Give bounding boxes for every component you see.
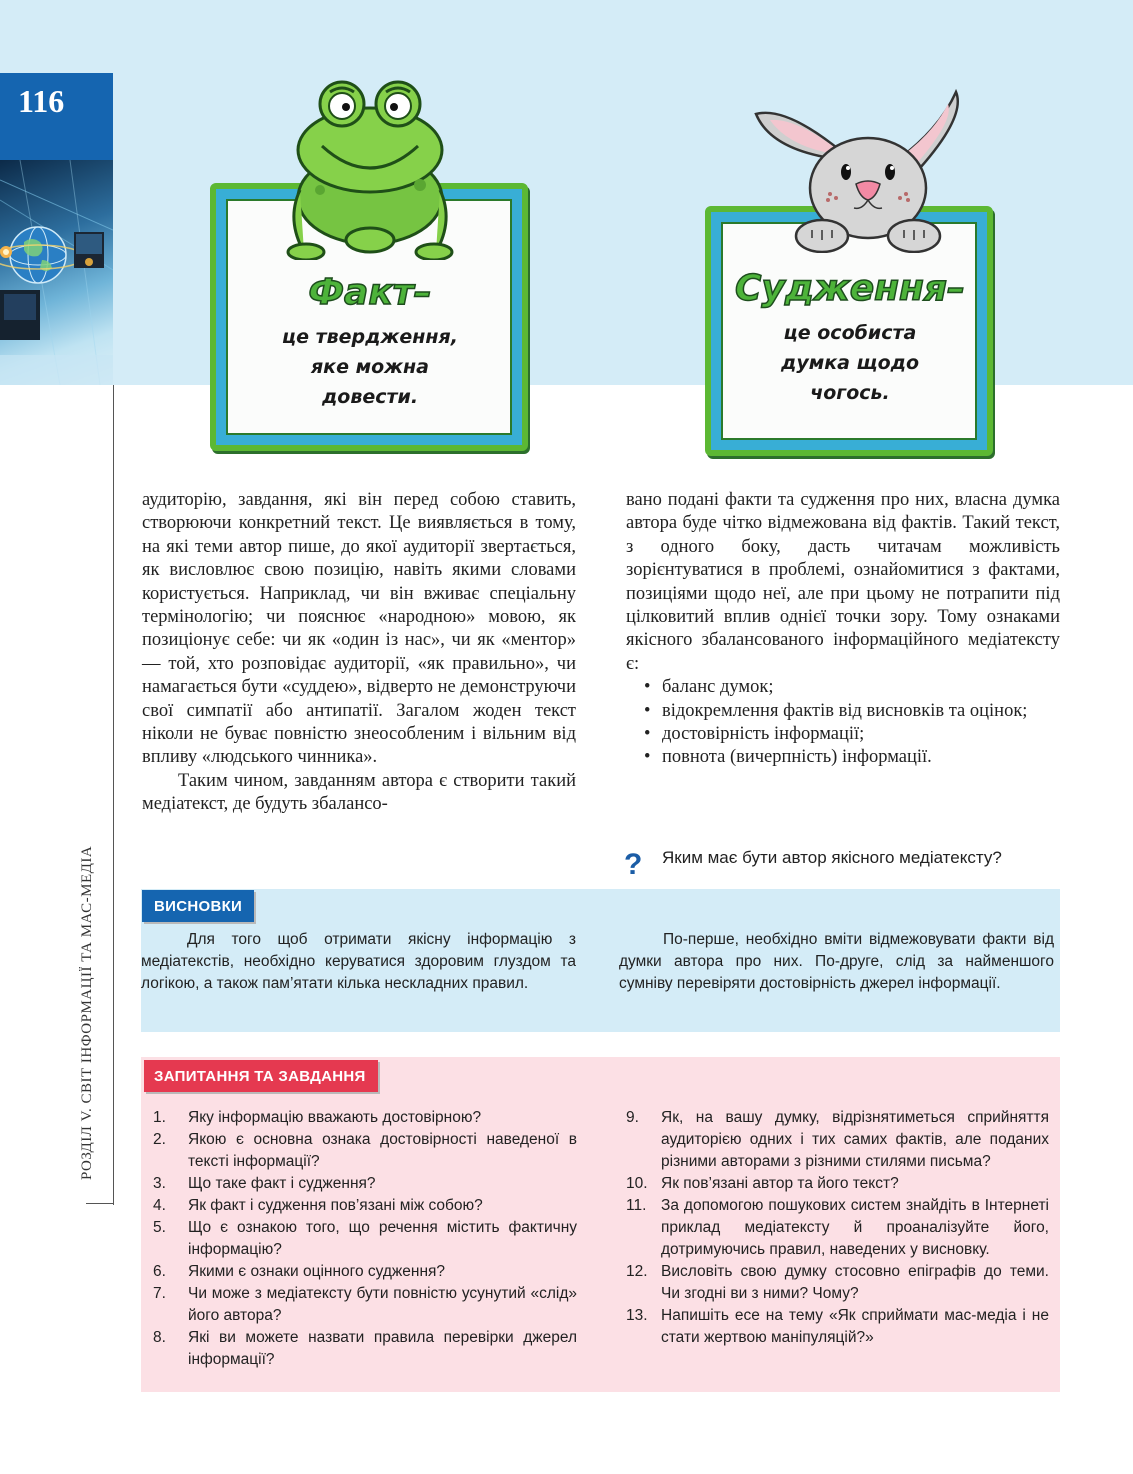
question-number: 2. xyxy=(153,1131,166,1148)
conclusions-heading: ВИСНОВКИ xyxy=(142,890,254,922)
question-number: 1. xyxy=(153,1109,166,1126)
fact-card-title: Факт– xyxy=(308,272,432,313)
question-text: Якою є основна ознака достовірності наведеної в тексті інформації? xyxy=(188,1131,577,1170)
fact-card-line: яке можна xyxy=(310,356,430,378)
question-number: 5. xyxy=(153,1219,166,1236)
question-text: Що таке факт і судження? xyxy=(188,1175,376,1192)
question-number: 11. xyxy=(626,1197,647,1214)
question-number: 13. xyxy=(626,1307,648,1324)
question-text: Напишіть есе на тему «Як сприймати мас-медіа і не стати жертвою маніпуляцій?» xyxy=(661,1307,1049,1346)
question-item xyxy=(153,1327,577,1371)
question-item xyxy=(153,1217,577,1261)
question-number: 12. xyxy=(626,1263,648,1280)
question-text: Якими є ознаки оцінного судження? xyxy=(188,1263,446,1280)
question-item xyxy=(626,1107,1049,1173)
questions-list-left xyxy=(153,1107,577,1371)
list-item: • достовірність інформації; xyxy=(626,723,1060,746)
question-number: 9. xyxy=(626,1109,639,1126)
question-item xyxy=(153,1129,577,1173)
question-number: 10. xyxy=(626,1175,648,1192)
opinion-card-line: чогось. xyxy=(810,382,890,404)
question-item xyxy=(626,1173,1049,1195)
opinion-card-line: думка щодо xyxy=(780,352,920,374)
right-text-column xyxy=(626,489,1060,770)
quality-criteria-list xyxy=(626,676,1060,770)
paragraph: аудиторію, завдання, які він перед собою ставить, створюючи конкретний текст. Це виявляється в тому, на які теми автор пише, до якої аудиторії звертається, як висловлює свою позицію, навіть якими словами користується. Наприклад, чи він вживає спеціальну термінологію; чи пояснює «народною» мовою, як позиціонує себе: чи як «один із нас», чи як «ментор» — той, хто розповідає аудиторії, «як правильно», чи намагається бути «суддею», відверто не демонструючи свої симпатії або антипатії. Загалом жоден текст ніколи не буває повністю знеособленим і вільним від впливу «людського чинника». xyxy=(142,490,576,768)
question-text: Чи може з медіатексту бути повністю усунутий «слід» його автора? xyxy=(188,1285,577,1324)
review-question: Яким має бути автор якісного медіатексту? xyxy=(662,848,1002,867)
opinion-card xyxy=(700,88,1000,460)
question-text: Як факт і судження пов’язані між собою? xyxy=(188,1197,483,1214)
left-text-column xyxy=(142,489,576,817)
opinion-card-title: Судження– xyxy=(734,268,966,309)
question-number: 3. xyxy=(153,1175,166,1192)
question-item xyxy=(153,1173,577,1195)
question-text: За допомогою пошукових систем знайдіть в Інтернеті приклад медіатексту й проаналізуйте його, дотримуючись правил, наведених у висновку. xyxy=(661,1197,1049,1258)
question-number: 7. xyxy=(153,1285,166,1302)
list-item: • відокремлення фактів від висновків та оцінок; xyxy=(626,700,1060,723)
question-item xyxy=(153,1283,577,1327)
page-number: 116 xyxy=(18,83,65,119)
opinion-card-line: це особиста xyxy=(783,322,917,344)
question-text: Яку інформацію вважають достовірною? xyxy=(188,1109,482,1126)
frog-illustration xyxy=(260,80,480,260)
question-item xyxy=(153,1261,577,1283)
paragraph: Таким чином, завданням автора є створити такий медіатекст, де будуть збалансо- xyxy=(142,770,576,815)
list-item: • баланс думок; xyxy=(626,676,1060,699)
fact-card-text xyxy=(205,322,535,412)
question-number: 4. xyxy=(153,1197,166,1214)
question-text: Висловіть свою думку стосовно епіграфів до теми. Чи згодні ви з ними? Чому? xyxy=(661,1263,1049,1302)
question-item xyxy=(153,1195,577,1217)
chapter-side-label: РОЗДІЛ V. СВІТ ІНФОРМАЦІЇ ТА МАС-МЕДІА xyxy=(79,845,95,1180)
list-item: • повнота (вичерпність) інформації. xyxy=(626,746,1060,769)
questions-list-right xyxy=(626,1107,1049,1349)
question-text: Як, на вашу думку, відрізнятиметься сприйняття аудиторією одних і тих самих фактів, але поданих різними авторами з різними стилями письма? xyxy=(661,1109,1049,1170)
side-rule-tick xyxy=(86,1203,114,1204)
paragraph: вано подані факти та судження про них, власна думка автора буде чітко відмежована від фактів. Такий текст, з одного боку, дасть читачам можливість зорієнтуватися в проблемі, ознайомитися з фактами, позиціями щодо неї, але при цьому не потрапити під цілковитий вплив однієї точки зору. Тому ознаками якісного збалансованого інформаційного медіатексту є: xyxy=(626,490,1060,674)
question-item xyxy=(626,1261,1049,1305)
question-number: 8. xyxy=(153,1329,166,1346)
fact-card xyxy=(205,80,535,460)
page-number-box xyxy=(0,73,113,160)
questions-heading: ЗАПИТАННЯ ТА ЗАВДАННЯ xyxy=(144,1060,378,1092)
conclusions-panel xyxy=(141,889,1060,1032)
fact-card-line: це твердження, xyxy=(282,326,458,348)
question-item xyxy=(626,1305,1049,1349)
fact-card-line: довести. xyxy=(321,386,419,408)
question-number: 6. xyxy=(153,1263,166,1280)
globe-illustration xyxy=(0,160,113,385)
opinion-card-text xyxy=(700,318,1000,408)
conclusions-left: Для того щоб отримати якісну інформацію з медіатекстів, необхідно керуватися здоровим глуздом та логікою, а також пам’ятати кілька нескладних правил. xyxy=(141,931,576,992)
question-icon: ? xyxy=(624,848,643,881)
question-text: Що є ознакою того, що речення містить фактичну інформацію? xyxy=(188,1219,577,1258)
questions-panel xyxy=(141,1057,1060,1392)
conclusions-right: По-перше, необхідно вміти відмежовувати факти від думки автора про них. По-друге, слід за найменшого сумніву перевіряти достовірність джерел інформації. xyxy=(619,931,1054,992)
question-text: Як пов’язані автор та його текст? xyxy=(661,1175,899,1192)
question-item xyxy=(626,1195,1049,1261)
question-text: Які ви можете назвати правила перевірки джерел інформації? xyxy=(188,1329,577,1368)
side-rule xyxy=(113,385,114,1205)
question-item xyxy=(153,1107,577,1129)
bunny-illustration xyxy=(750,88,980,253)
